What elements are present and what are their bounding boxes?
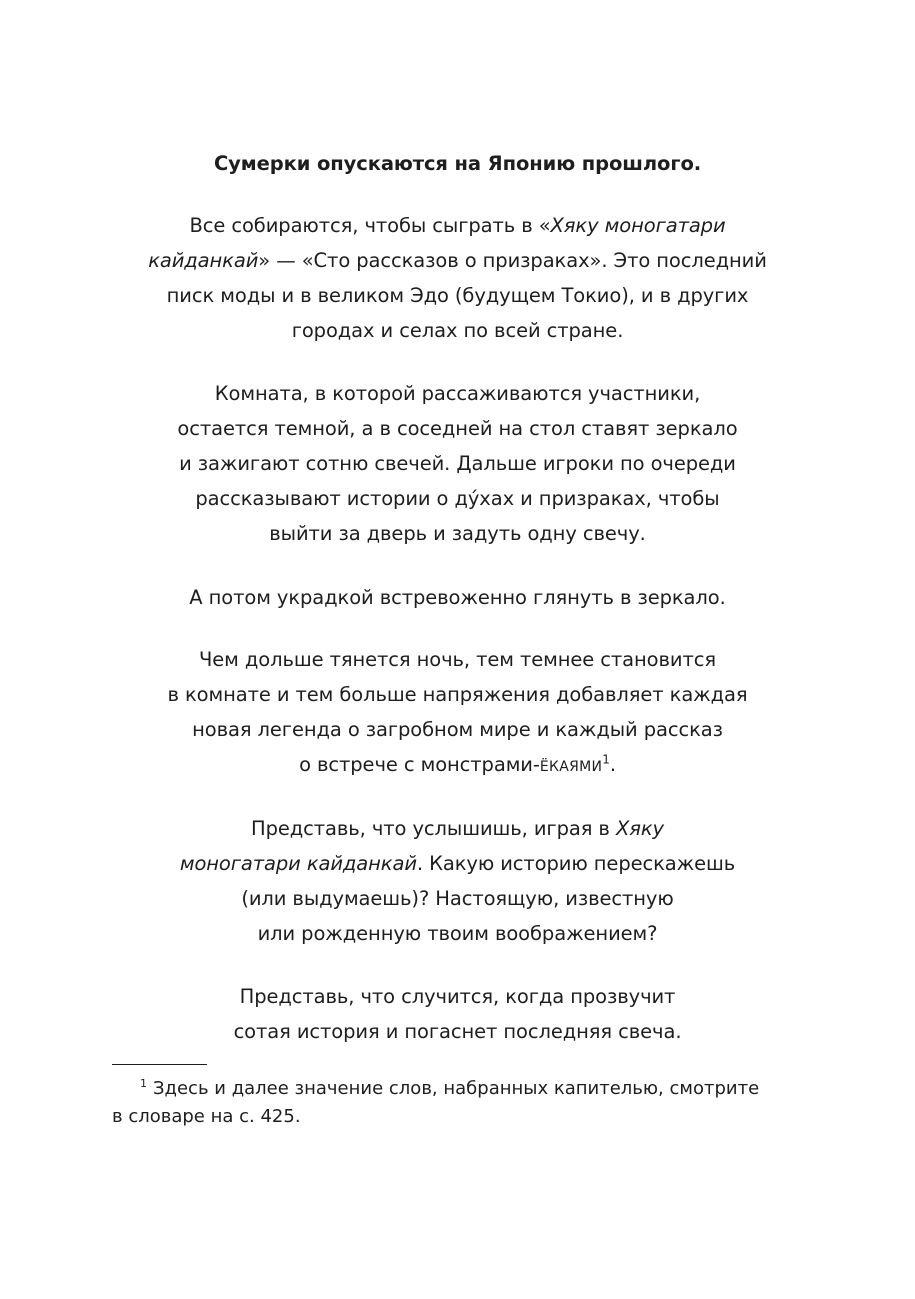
- paragraph-2-line-1: Комната, в которой рассаживаются участники,: [214, 382, 701, 405]
- footnote-text: Здесь и далее значение слов, набранных капителью, смотрите: [153, 1078, 760, 1099]
- text-run: . Какую историю перескажешь: [416, 852, 736, 875]
- paragraph-5-line-3: (или выдумаешь)? Настоящую, известную: [241, 887, 674, 910]
- text-run: Представь, что услышишь, играя в: [251, 817, 616, 840]
- italic-title-run: Хяку: [615, 817, 664, 840]
- footnote-reference: 1: [602, 752, 610, 767]
- paragraph-5: [100, 811, 815, 951]
- paragraph-2-line-5: выйти за дверь и задуть одну свечу.: [269, 522, 646, 545]
- heading-line: Сумерки опускаются на Японию прошлого.: [213, 152, 702, 175]
- small-caps-term: ёкаями: [539, 753, 603, 776]
- paragraph-5-line-4: или рожденную твоим воображением?: [257, 922, 658, 945]
- footnote-divider: [112, 1064, 207, 1065]
- footnote-marker: 1: [140, 1077, 147, 1090]
- paragraph-2-line-3: и зажигают сотню свечей. Дальше игроки по очереди: [179, 452, 736, 475]
- paragraph-3-line-1: А потом украдкой встревоженно глянуть в зеркало.: [189, 586, 726, 609]
- page-heading: [100, 146, 815, 181]
- paragraph-3: [100, 580, 815, 615]
- italic-title-run: кайданкай: [148, 249, 259, 272]
- paragraph-2-line-2: остается темной, а в соседней на стол ставят зеркало: [177, 417, 738, 440]
- paragraph-4: [100, 642, 815, 782]
- paragraph-4-line-4: [100, 747, 815, 782]
- paragraph-1-line-1: [100, 208, 815, 243]
- paragraph-6-line-1: Представь, что случится, когда прозвучит: [239, 985, 676, 1008]
- paragraph-4-line-2: в комнате и тем больше напряжения добавляет каждая: [167, 683, 748, 706]
- italic-title-run: Хяку моногатари: [550, 214, 726, 237]
- paragraph-5-line-2: [100, 846, 815, 881]
- footnote-line-1: [112, 1075, 772, 1103]
- paragraph-2: [100, 376, 815, 551]
- paragraph-1: [100, 208, 815, 348]
- paragraph-1-line-3: писк моды и в великом Эдо (будущем Токио), и в других: [166, 284, 749, 307]
- footnote-line-2: в словаре на с. 425.: [112, 1106, 301, 1127]
- paragraph-1-line-2: [100, 243, 815, 278]
- paragraph-5-line-1: [100, 811, 815, 846]
- footnote: [112, 1075, 772, 1131]
- text-run: » — «Сто рассказов о призраках». Это последний: [258, 249, 767, 272]
- paragraph-2-line-4: рассказывают истории о ду́хах и призраках, чтобы: [195, 487, 720, 510]
- italic-title-run: моногатари кайданкай: [179, 852, 417, 875]
- paragraph-4-line-1: Чем дольше тянется ночь, тем темнее становится: [199, 648, 716, 671]
- paragraph-1-line-4: городах и селах по всей стране.: [291, 319, 624, 342]
- text-run: о встрече с монстрами-: [299, 753, 540, 776]
- text-run: Все собираются, чтобы сыграть в «: [189, 214, 551, 237]
- paragraph-6: [100, 979, 815, 1049]
- text-run: .: [609, 753, 616, 776]
- paragraph-6-line-2: сотая история и погаснет последняя свеча.: [233, 1020, 682, 1043]
- paragraph-4-line-3: новая легенда о загробном мире и каждый рассказ: [192, 718, 723, 741]
